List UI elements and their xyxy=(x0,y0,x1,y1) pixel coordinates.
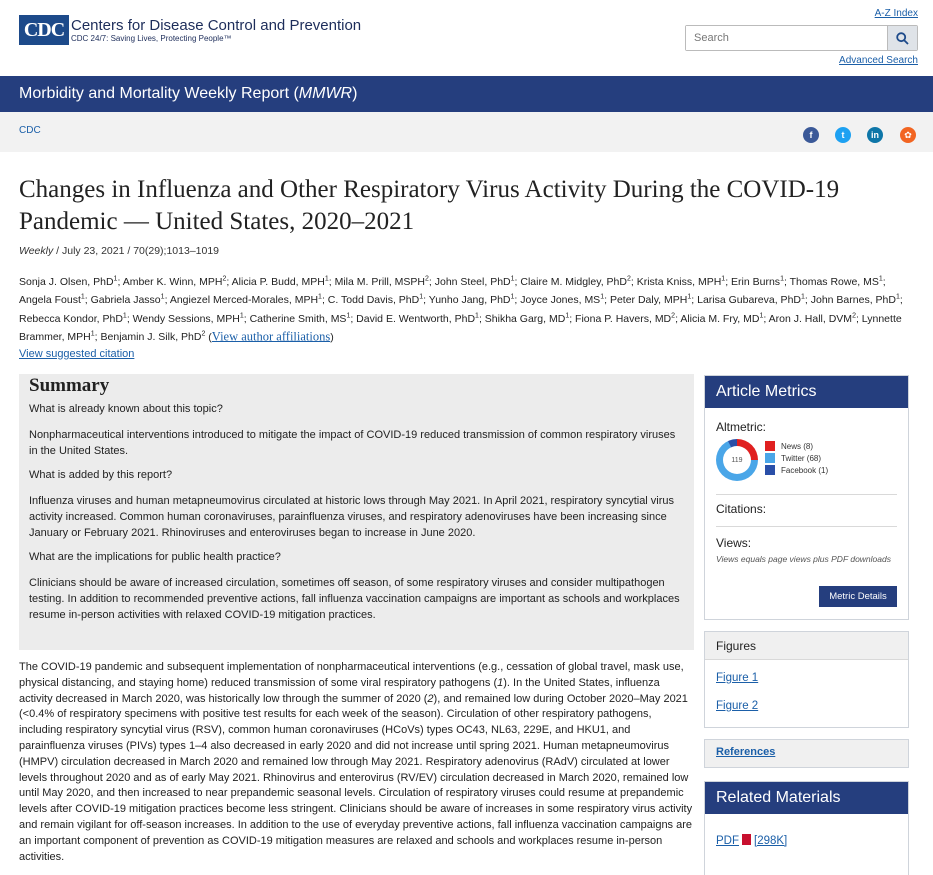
banner-title-em: MMWR xyxy=(298,85,353,102)
figure-1-link[interactable]: Figure 1 xyxy=(716,672,759,684)
authors-text: Sonja J. Olsen, PhD$^1$; Amber K. Winn, MPH$^2$; Alicia P. Budd, MPH$^1$; Mila M. Prill, MSPH$^2$; John Steel, PhD$^1$; Claire M. Midgley, PhD$^2$; Krista Kniss, MPH$^1$; Erin Burns$^1$; Thomas Rowe, $MS^1$; Angela Foust$^1$; Gabriela Jasso$^1$; Angiezel Merced-Morales, MPH$^1$; C. Todd Davis, PhD$^1$; Yunho Jang, PhD$^1$; Joyce Jones, $MS^1$; Peter Daly, MPH$^1$; Larisa Gubareva, PhD$^1$; John Barnes, PhD$^1$; Rebecca Kondor, PhD$^1$; Wendy Sessions, MPH$^1$; Catherine Smith, $MS^1$; David E. Wentworth, PhD$^1$; Shikha Garg, $MD^1$; Fiona P. Havers, $MD^2$; Alicia M. Fry, $MD^1$; Aron J. Hall, DVM$^2$; Lynnette Brammer, MPH$^1$; Benjamin J. Silk, PhD$^2$ xyxy=(19,275,903,343)
pdf-download xyxy=(716,834,787,847)
org-name: Centers for Disease Control and Prevention xyxy=(71,17,362,34)
pdf-icon xyxy=(742,834,751,845)
search-box xyxy=(685,25,918,51)
altmetric-row-facebook xyxy=(765,465,828,475)
summary-answer-3: Clinicians should be aware of increased circulation, sometimes off season, of some respiratory viruses and consider multipathogen testing. In addition to recommended preventive actions, fall influenza vaccination campaigns are important as schools and workplaces resume in-person activities with relaxed COVID-19 mitigation practices. xyxy=(29,577,680,621)
syndicate-icon[interactable]: ✿ xyxy=(900,127,916,143)
article-body: The COVID-19 pandemic and subsequent implementation of nonpharmaceutical interventions (e.g., cessation of global travel, mask use, physical distancing, and staying home) reduced transmission of some viral respiratory pathogens (1). In the United States, influenza activity decreased in March 2020, was historically low through the summer of 2020 (2), and remained low during October 2020–May 2021 (<0.4% of respiratory specimens with positive test results for each week of the season). Circulation of other respiratory pathogens, including respiratory syncytial virus (RSV), common human coronaviruses (HCoVs) types OC43, NL63, 229E, and HKU1, and parainfluenza viruses (PIVs) types 1–4 also decreased in early 2020 and did not increase until spring 2021. Human metapneumovirus (HMPV) circulation decreased in March 2020 and remained low through May 2021. Respiratory adenovirus (RAdV) circulated at lower levels throughout 2020 and as of early May 2021. Rhinovirus and enterovirus (RV/EV) circulation decreased in March 2020, remained low until May 2020, and then increased to near prepandemic seasonal levels. Circulation of respiratory viruses could resume at prepandemic levels after COVID-19 mitigation practices become less stringent. Clinicians should be aware of increases in some respiratory virus activity and remain vigilant for off-season increases. In addition to the use of everyday preventive actions, fall influenza vaccination campaigns are an important component of prevention as COVID-19 mitigation measures are relaxed and schools and workplaces resume in-person activities. xyxy=(19,661,693,863)
metric-details-button[interactable]: Metric Details xyxy=(819,586,897,607)
altmetric-row-label: Facebook (1) xyxy=(781,465,829,475)
article-title: Changes in Influenza and Other Respiratory Virus Activity During the COVID-19 Pandemic — United States, 2020–2021 xyxy=(19,176,840,235)
search-icon xyxy=(896,32,909,45)
altmetric-row-label: Twitter (68) xyxy=(781,453,822,463)
org-tagline: CDC 24/7: Saving Lives, Protecting People™ xyxy=(71,34,232,43)
summary-box xyxy=(19,374,694,650)
pub-details: / July 23, 2021 / 70(29);1013–1019 xyxy=(53,245,220,257)
linkedin-icon[interactable]: in xyxy=(867,127,883,143)
altmetric-donut[interactable] xyxy=(716,439,758,481)
altmetric-score: 119 xyxy=(723,446,751,474)
facebook-icon[interactable]: f xyxy=(803,127,819,143)
cdc-logo[interactable]: CDC xyxy=(19,15,69,45)
pdf-size-link[interactable]: [298K] xyxy=(754,835,788,847)
view-citation-link[interactable]: View suggested citation xyxy=(19,348,135,360)
figures-panel xyxy=(704,631,909,728)
related-heading: Related Materials xyxy=(705,782,908,814)
twitter-icon[interactable]: t xyxy=(835,127,851,143)
metrics-divider xyxy=(716,526,897,527)
altmetric-row-news xyxy=(765,441,813,451)
pub-type: Weekly xyxy=(19,245,54,257)
banner-title-pre: Morbidity and Mortality Weekly Report ( xyxy=(19,85,299,102)
pdf-link[interactable]: PDF xyxy=(716,835,739,847)
search-button[interactable] xyxy=(887,26,917,50)
altmetric-label: Altmetric: xyxy=(716,420,767,434)
news-swatch xyxy=(765,441,775,451)
summary-question-2: What is added by this report? xyxy=(29,469,173,481)
summary-question-1: What is already known about this topic? xyxy=(29,403,223,415)
breadcrumb-row xyxy=(0,112,933,152)
references-link[interactable]: References xyxy=(716,746,776,758)
summary-answer-2: Influenza viruses and human metapneumovirus circulated at historic lows through May 2021. In April 2021, respiratory syncytial virus activity increased. Common human coronaviruses, parainfluenza viruses, and respiratory adenoviruses have been increasing since January or February 2021. Rhinoviruses and enteroviruses began to increase in June 2020. xyxy=(29,495,675,539)
views-label: Views: xyxy=(716,536,752,550)
az-index-link[interactable]: A-Z Index xyxy=(874,8,918,19)
summary-question-3: What are the implications for public health practice? xyxy=(29,551,281,563)
view-affiliations-link[interactable]: View author affiliations xyxy=(211,329,331,343)
citations-label: Citations: xyxy=(716,502,767,516)
figure-2-link[interactable]: Figure 2 xyxy=(716,700,759,712)
site-header xyxy=(0,0,933,76)
advanced-search-link[interactable]: Advanced Search xyxy=(839,55,918,66)
metrics-divider xyxy=(716,494,897,495)
views-note: Views equals page views plus PDF downloads xyxy=(716,554,891,564)
twitter-swatch xyxy=(765,453,775,463)
facebook-swatch xyxy=(765,465,775,475)
altmetric-row-label: News (8) xyxy=(781,441,814,451)
author-list: Sonja J. Olsen, PhD$^1$; Amber K. Winn, MPH$^2$; Alicia P. Budd, MPH$^1$; Mila M. Prill, MSPH$^2$; John Steel, PhD$^1$; Claire M. Midgley, PhD$^2$; Krista Kniss, MPH$^1$; Erin Burns$^1$; Thomas Rowe, $MS^1$; Angela Foust$^1$; Gabriela Jasso$^1$; Angiezel Merced-Morales, MPH$^1$; C. Todd Davis, PhD$^1$; Yunho Jang, PhD$^1$; Joyce Jones, $MS^1$; Peter Daly, MPH$^1$; Larisa Gubareva, PhD$^1$; John Barnes, PhD$^1$; Rebecca Kondor, PhD$^1$; Wendy Sessions, MPH$^1$; Catherine Smith, $MS^1$; David E. Wentworth, PhD$^1$; Shikha Garg, $MD^1$; Fiona P. Havers, $MD^2$; Alicia M. Fry, $MD^1$; Aron J. Hall, DVM$^2$; Lynnette Brammer, MPH$^1$; Benjamin J. Silk, PhD$^2$ (View author affiliations) xyxy=(19,275,903,343)
figures-heading: Figures xyxy=(705,632,908,660)
search-input[interactable] xyxy=(686,26,887,50)
altmetric-row-twitter xyxy=(765,453,821,463)
publication-info xyxy=(19,245,219,257)
banner-title-post: ) xyxy=(352,85,358,102)
mmwr-banner[interactable] xyxy=(0,76,933,112)
breadcrumb-cdc[interactable]: CDC xyxy=(19,125,41,136)
metrics-heading: Article Metrics xyxy=(705,376,908,408)
summary-answer-1: Nonpharmaceutical interventions introduced to mitigate the impact of COVID-19 reduced transmission of common respiratory viruses in the United States. xyxy=(29,429,676,457)
summary-heading: Summary xyxy=(29,375,110,396)
related-materials-panel xyxy=(704,781,909,875)
references-panel xyxy=(704,739,909,768)
article-metrics-panel xyxy=(704,375,909,620)
